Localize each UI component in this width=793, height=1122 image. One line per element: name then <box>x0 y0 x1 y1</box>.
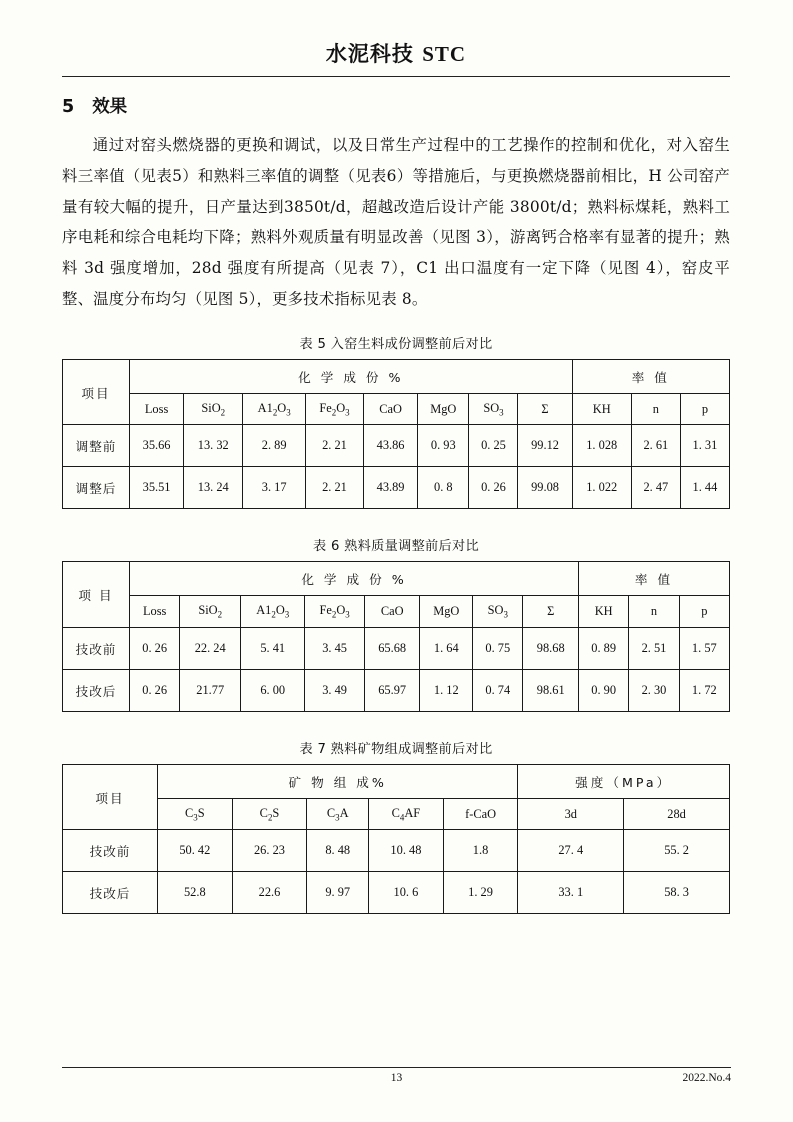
cell: 65.68 <box>364 627 420 669</box>
cell: 3. 49 <box>305 669 365 711</box>
table-6-col-cao: CaO <box>364 596 420 627</box>
table-5-col-loss: Loss <box>130 393 184 424</box>
table-5-row-label-1: 调整后 <box>63 467 130 509</box>
table-5-item-header: 项目 <box>63 359 130 424</box>
table-row <box>63 467 730 509</box>
table-6-col-mgo: MgO <box>420 596 473 627</box>
cell: 99.12 <box>518 425 572 467</box>
cell: 21.77 <box>180 669 241 711</box>
table-5-caption: 表 5 入窑生料成份调整前后对比 <box>299 336 493 352</box>
cell: 98.61 <box>523 669 579 711</box>
cell: 5. 41 <box>241 627 305 669</box>
cell: 2. 47 <box>631 467 680 509</box>
section-number: 5 <box>62 97 75 117</box>
table-5-col-cao: CaO <box>364 393 418 424</box>
cell: 13. 24 <box>184 467 243 509</box>
cell: 2. 61 <box>631 425 680 467</box>
cell: 50. 42 <box>158 830 233 872</box>
cell: 1. 12 <box>420 669 473 711</box>
page-footer <box>62 1067 731 1088</box>
cell: 58. 3 <box>624 872 730 914</box>
cell: 43.86 <box>364 425 418 467</box>
table-6 <box>62 561 730 711</box>
table-6-col-sio2: SiO$_2$ <box>180 596 241 627</box>
table-5-group-ratio: 率 值 <box>572 359 729 393</box>
table-6-group-chem: 化 学 成 份 % <box>130 562 579 596</box>
cell: 10. 6 <box>369 872 444 914</box>
body-paragraph: 通过对窑头燃烧器的更换和调试，以及日常生产过程中的工艺操作的控制和优化，对入窑生料三率值（见表5）和熟料三率值的调整（见表6）等措施后，与更换燃烧器前相比，H 公司窑产量有较大幅的提升，日产量达到3850t/d，超越改造后设计产能 3800t/d；熟料标煤耗，熟料工序电耗和综合电耗均下降；熟料外观质量有明显改善（见图 3），游离钙合格率有显著的提升；熟料 3d 强度增加，28d 强度有所提高（见表 7），C1 出口温度有一定下降（见图 4），窑皮平整、温度分布均匀（见图 5），更多技术指标见表 8。 <box>62 136 730 309</box>
table-5-col-kh: KH <box>572 393 631 424</box>
table-7-col-c4af: $C_4AF$ <box>369 798 444 829</box>
table-row <box>63 359 730 393</box>
table-6-row-label-0: 技改前 <box>63 627 130 669</box>
table-6-caption: 表 6 熟料质量调整前后对比 <box>312 539 480 555</box>
cell: 1. 44 <box>680 467 729 509</box>
cell: 22.6 <box>232 872 307 914</box>
cell: 65.97 <box>364 669 420 711</box>
cell: 6. 00 <box>241 669 305 711</box>
table-6-row-label-1: 技改后 <box>63 669 130 711</box>
cell: 3. 45 <box>305 627 365 669</box>
cell: 52.8 <box>158 872 233 914</box>
table-7-col-c2s: $C_2S$ <box>232 798 307 829</box>
cell: 0. 75 <box>473 627 523 669</box>
table-5-group-chem: 化 学 成 份 % <box>130 359 573 393</box>
cell: 0. 93 <box>418 425 469 467</box>
cell: 3. 17 <box>243 467 306 509</box>
table-6-col-so3: $SO_3$ <box>473 596 523 627</box>
cell: 13. 32 <box>184 425 243 467</box>
cell: 10. 48 <box>369 830 444 872</box>
table-6-col-loss: Loss <box>130 596 180 627</box>
page-number: 13 <box>390 1072 403 1084</box>
cell: 43.89 <box>364 467 418 509</box>
page-content <box>62 38 730 914</box>
table-5-col-p: p <box>680 393 729 424</box>
table-6-col-n: n <box>629 596 679 627</box>
table-5-col-fe2o3: $Fe_2O_3$ <box>305 393 363 424</box>
table-row <box>63 830 730 872</box>
document-header <box>62 38 730 74</box>
cell: 0. 26 <box>130 627 180 669</box>
table-row <box>63 764 730 798</box>
table-row <box>63 393 730 424</box>
cell: 0. 89 <box>579 627 629 669</box>
table-row <box>63 562 730 596</box>
table-row <box>63 872 730 914</box>
cell: 0. 90 <box>579 669 629 711</box>
table-7-group-mineral: 矿 物 组 成% <box>158 764 518 798</box>
section-title: 效果 <box>92 97 128 117</box>
table-5-block <box>62 333 730 509</box>
cell: 99.08 <box>518 467 572 509</box>
table-5-col-sum: Σ <box>518 393 572 424</box>
header-divider <box>62 76 730 77</box>
cell: 55. 2 <box>624 830 730 872</box>
cell: 2. 89 <box>243 425 306 467</box>
table-row <box>63 425 730 467</box>
cell: 2. 30 <box>629 669 679 711</box>
cell: 8. 48 <box>307 830 369 872</box>
table-7 <box>62 764 730 914</box>
table-7-col-28d: 28d <box>624 798 730 829</box>
cell: 33. 1 <box>518 872 624 914</box>
table-7-row-label-0: 技改前 <box>63 830 158 872</box>
table-7-row-label-1: 技改后 <box>63 872 158 914</box>
table-row <box>63 627 730 669</box>
section-heading <box>62 93 730 118</box>
table-6-col-al2o3: $A1_2O_3$ <box>241 596 305 627</box>
table-7-caption: 表 7 熟料矿物组成调整前后对比 <box>299 741 493 757</box>
cell: 26. 23 <box>232 830 307 872</box>
cell: 1. 022 <box>572 467 631 509</box>
table-7-group-strength: 强度（MPa） <box>518 764 730 798</box>
footer-row <box>62 1072 731 1088</box>
table-5-col-so3: $SO_3$ <box>469 393 518 424</box>
table-6-col-p: p <box>679 596 729 627</box>
table-7-block <box>62 738 730 914</box>
table-5-col-sio2: SiO$_2$ <box>184 393 243 424</box>
cell: 1. 29 <box>443 872 518 914</box>
table-5-row-label-0: 调整前 <box>63 425 130 467</box>
journal-title-en: STC <box>422 42 467 66</box>
table-6-item-header: 项 目 <box>63 562 130 627</box>
cell: 0. 26 <box>469 467 518 509</box>
table-5-col-n: n <box>631 393 680 424</box>
footer-divider <box>62 1067 731 1068</box>
cell: 35.51 <box>130 467 184 509</box>
table-7-col-3d: 3d <box>518 798 624 829</box>
table-5-col-mgo: MgO <box>418 393 469 424</box>
cell: 0. 26 <box>130 669 180 711</box>
cell: 0. 25 <box>469 425 518 467</box>
cell: 1. 64 <box>420 627 473 669</box>
table-row <box>63 596 730 627</box>
cell: 27. 4 <box>518 830 624 872</box>
cell: 0. 74 <box>473 669 523 711</box>
cell: 9. 97 <box>307 872 369 914</box>
cell: 22. 24 <box>180 627 241 669</box>
cell: 0. 8 <box>418 467 469 509</box>
table-row <box>63 798 730 829</box>
table-row <box>63 669 730 711</box>
table-7-col-c3a: $C_3A$ <box>307 798 369 829</box>
cell: 1. 028 <box>572 425 631 467</box>
cell: 1. 57 <box>679 627 729 669</box>
table-7-item-header: 项目 <box>63 764 158 829</box>
cell: 2. 21 <box>305 425 363 467</box>
table-6-block <box>62 535 730 711</box>
cell: 1. 72 <box>679 669 729 711</box>
table-7-col-fcao: f-CaO <box>443 798 518 829</box>
table-5 <box>62 359 730 509</box>
table-6-col-kh: KH <box>579 596 629 627</box>
cell: 1.8 <box>443 830 518 872</box>
issue-label: 2022.No.4 <box>682 1072 731 1084</box>
table-6-col-sum: Σ <box>523 596 579 627</box>
table-5-col-al2o3: $A1_2O_3$ <box>243 393 306 424</box>
cell: 2. 51 <box>629 627 679 669</box>
cell: 2. 21 <box>305 467 363 509</box>
cell: 98.68 <box>523 627 579 669</box>
table-6-col-fe2o3: $Fe_2O_3$ <box>305 596 365 627</box>
journal-title-cn: 水泥科技 <box>325 41 414 66</box>
cell: 35.66 <box>130 425 184 467</box>
table-6-group-ratio: 率 值 <box>579 562 730 596</box>
table-7-col-c3s: $C_3S$ <box>158 798 233 829</box>
cell: 1. 31 <box>680 425 729 467</box>
